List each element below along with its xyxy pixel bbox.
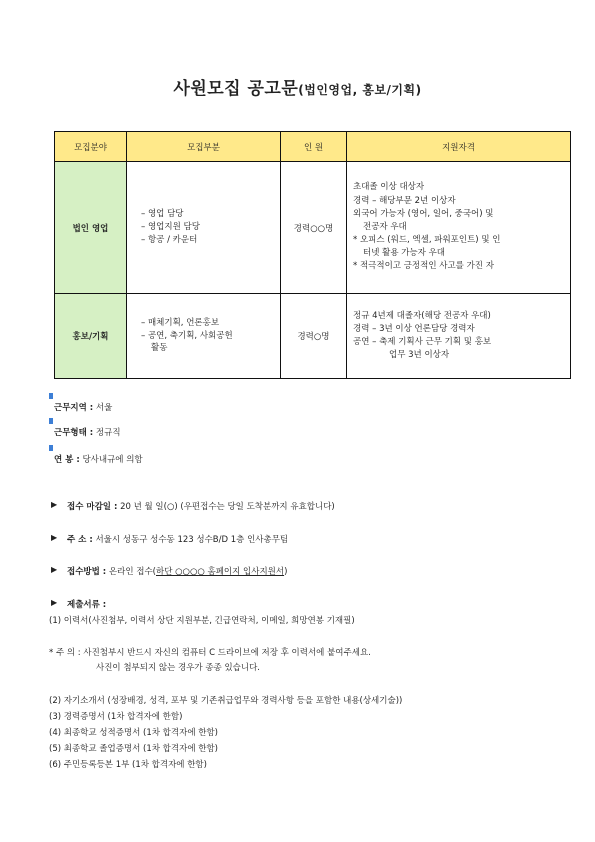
document-item: (6) 주민등록등본 1부 (1차 합격자에 한함) — [49, 760, 207, 770]
page-title: 사원모집 공고문(법인영업, 홍보/기획) — [173, 79, 422, 99]
photo-note: * 주 의 : 사진첨부시 반드시 자신의 컴퓨터 C 드라이브에 저장 후 이력서에 붙여주세요. — [49, 648, 371, 658]
row-field: 법인 영업 — [55, 162, 127, 294]
square-bullet-icon — [49, 445, 53, 451]
table-row — [55, 294, 571, 379]
document-item: (5) 최종학교 졸업증명서 (1차 합격자에 한함) — [49, 744, 218, 754]
page-subtitle: (법인영업, 홍보/기획) — [298, 83, 422, 97]
document-item: (1) 이력서(사진첨부, 이력서 상단 지원부분, 긴급연락처, 이메일, 희망연봉 기재필) — [49, 616, 355, 626]
work-type: 근무형태 : 정규직 — [54, 428, 121, 438]
documents-label: 제출서류 : — [67, 600, 107, 610]
header-field: 모집분야 — [55, 132, 127, 162]
row-count: 경력○명 — [281, 294, 347, 379]
header-dept: 모집부분 — [127, 132, 281, 162]
homepage-link[interactable]: 하단 ○○○○ 홈페이지 입사지원서 — [155, 567, 285, 577]
header-count: 인 원 — [281, 132, 347, 162]
address: 주 소 : 서울시 성동구 성수동 123 성수B/D 1층 인사총무팀 — [67, 535, 289, 545]
document-item: (4) 최종학교 성적증명서 (1차 합격자에 한함) — [49, 728, 218, 738]
row-dept: – 영업 담당 – 영업지원 담당 – 항공 / 카운터 — [127, 162, 281, 294]
header-qualification: 지원자격 — [347, 132, 571, 162]
salary: 연 봉 : 당사내규에 의함 — [54, 455, 143, 465]
deadline: 접수 마감일 : 20 년 월 일(○) (우편접수는 당일 도착분까지 유효합니다) — [67, 502, 335, 512]
triangle-bullet-icon: ▶ — [51, 500, 58, 509]
application-method: 접수방법 : 온라인 접수(하단 ○○○○ 홈페이지 입사지원서) — [67, 567, 288, 577]
document-item: (3) 경력증명서 (1차 합격자에 한함) — [49, 712, 183, 722]
row-qualification: 정규 4년제 대졸자(해당 전공자 우대) 경력 – 3년 이상 언론담당 경력자 공연 – 축제 기획사 근무 기획 및 홍보 업무 3년 이상자 — [347, 294, 571, 379]
row-count: 경력○○명 — [281, 162, 347, 294]
work-location: 근무지역 : 서울 — [54, 403, 113, 413]
triangle-bullet-icon: ▶ — [51, 565, 58, 574]
table-header-row — [55, 132, 571, 162]
row-qualification: 초대졸 이상 대상자 경력 – 해당부문 2년 이상자 외국어 가능자 (영어, 일어, 중국어) 및 전공자 우대 * 오피스 (워드, 엑셀, 파워포인트) 및 인 터넷 활용 가능자 우대 * 적극적이고 긍정적인 사고를 가진 자 — [347, 162, 571, 294]
table-row — [55, 162, 571, 294]
triangle-bullet-icon: ▶ — [51, 598, 58, 607]
square-bullet-icon — [49, 393, 53, 399]
row-field: 홍보/기획 — [55, 294, 127, 379]
row-dept: – 매체기획, 언론홍보 – 공연, 축기획, 사회공헌 활동 — [127, 294, 281, 379]
triangle-bullet-icon: ▶ — [51, 533, 58, 542]
document-item: (2) 자기소개서 (성장배경, 성격, 포부 및 기존취급업무와 경력사항 등을 포함한 내용(상세기술)) — [49, 696, 403, 706]
square-bullet-icon — [49, 418, 53, 424]
recruitment-table — [54, 131, 571, 379]
photo-note-2: 사진이 첨부되지 않는 경우가 종종 있습니다. — [96, 663, 261, 673]
